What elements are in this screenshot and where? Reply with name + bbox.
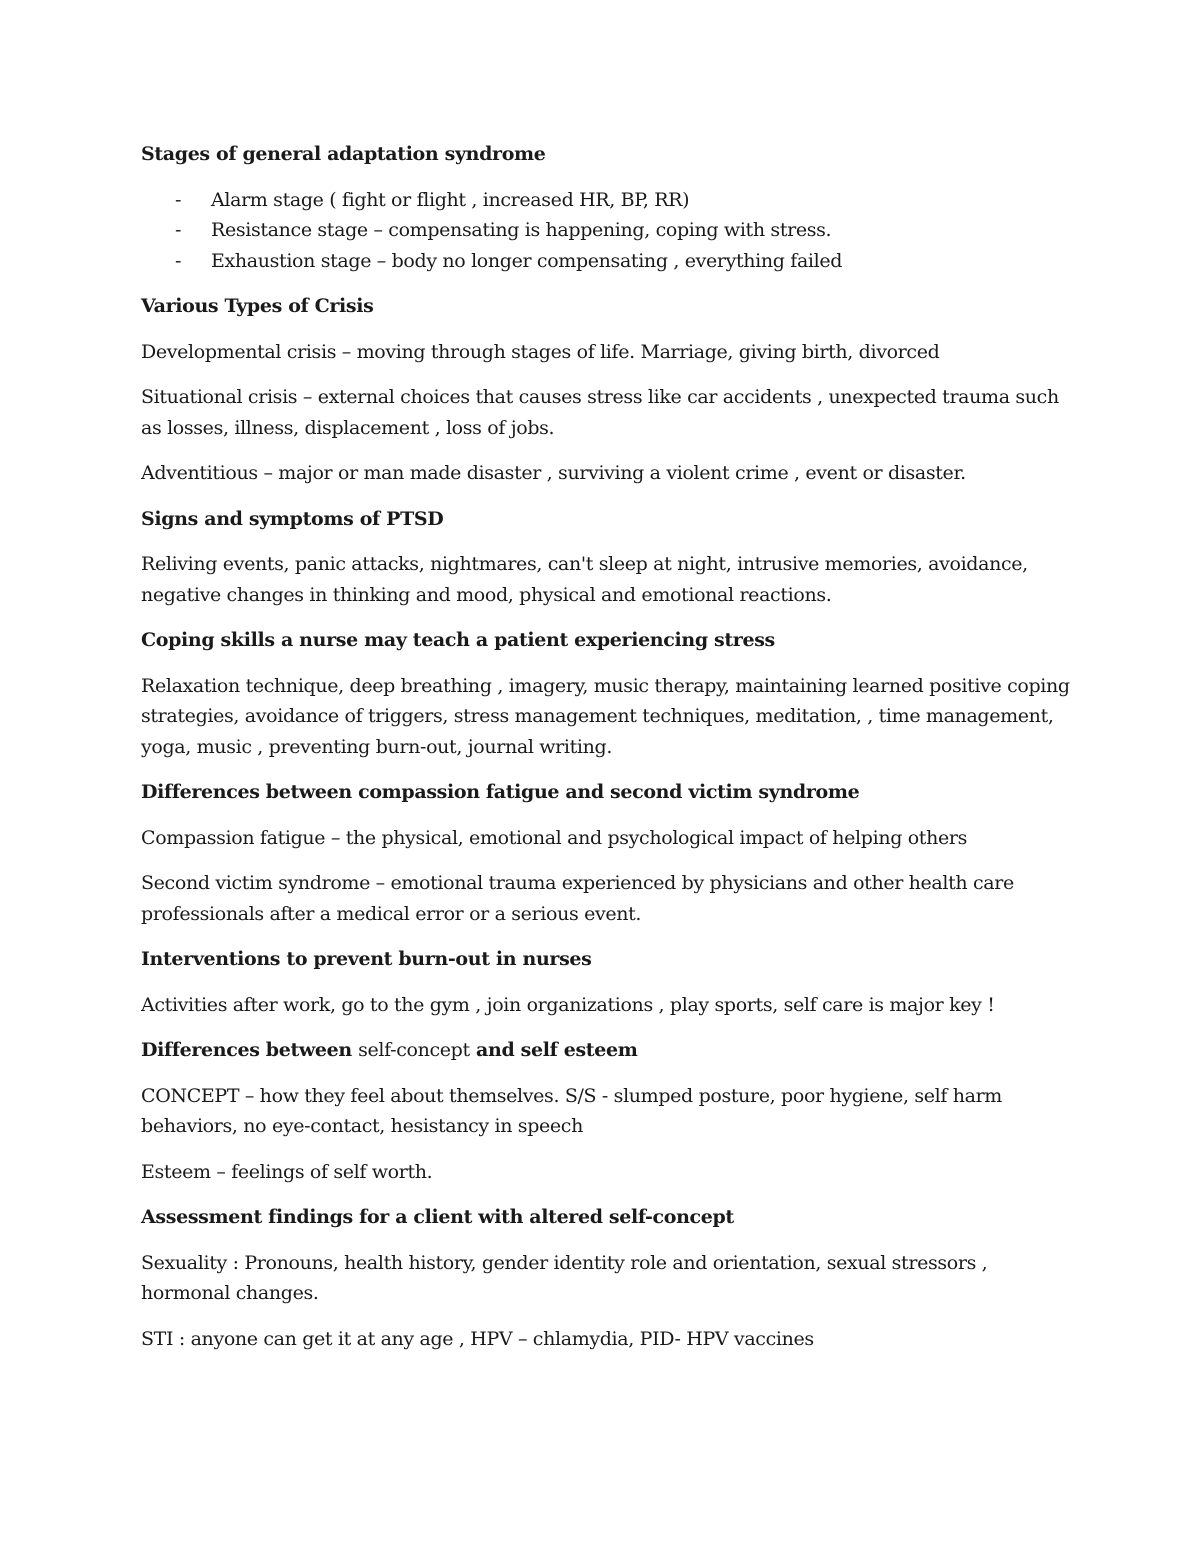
paragraph: Situational crisis – external choices that causes stress like car accidents , unexpected trauma such as losses, illness, displacement , loss of jobs. xyxy=(141,386,1059,439)
section-heading-self-concept: Differences between self-concept and self esteem xyxy=(141,1039,638,1061)
section-heading-crisis: Various Types of Crisis xyxy=(141,295,374,317)
section-heading-compassion: Differences between compassion fatigue and second victim syndrome xyxy=(141,781,860,803)
paragraph: STI : anyone can get it at any age , HPV – chlamydia, PID- HPV vaccines xyxy=(141,1327,814,1350)
section-heading-coping: Coping skills a nurse may teach a patient experiencing stress xyxy=(141,629,775,651)
list-dash: - xyxy=(175,249,182,272)
paragraph: Adventitious – major or man made disaster , surviving a violent crime , event or disaster. xyxy=(141,462,966,484)
list-item: - Resistance stage – compensating is happening, coping with stress. xyxy=(141,215,1071,246)
paragraph: CONCEPT – how they feel about themselves. S/S - slumped posture, poor hygiene, self harm behaviors, no eye-contact, hesistancy in speech xyxy=(141,1084,1002,1137)
paragraph: Reliving events, panic attacks, nightmares, can't sleep at night, intrusive memories, avoidance, negative changes in thinking and mood, physical and emotional reactions. xyxy=(141,553,1028,606)
gas-stages-list xyxy=(141,185,1071,277)
paragraph: Second victim syndrome – emotional trauma experienced by physicians and other health care professionals after a medical error or a serious event. xyxy=(141,872,1014,925)
list-dash: - xyxy=(175,219,182,241)
paragraph: Esteem – feelings of self worth. xyxy=(141,1160,433,1183)
section-heading-gas: Stages of general adaptation syndrome xyxy=(141,143,546,165)
section-heading-ptsd: Signs and symptoms of PTSD xyxy=(141,507,444,530)
paragraph: Relaxation technique, deep breathing , imagery, music therapy, maintaining learned positive coping strategies, avoidance of triggers, stress management techniques, meditation, , time management, yoga, music , preventing burn-out, journal writing. xyxy=(141,674,1070,758)
section-heading-burnout: Interventions to prevent burn-out in nurses xyxy=(141,948,592,970)
paragraph: Sexuality : Pronouns, health history, gender identity role and orientation, sexual stressors , hormonal changes. xyxy=(141,1251,988,1304)
list-item: - Exhaustion stage – body no longer compensating , everything failed xyxy=(141,246,1071,277)
paragraph: Compassion fatigue – the physical, emotional and psychological impact of helping others xyxy=(141,826,967,849)
list-dash: - xyxy=(175,188,182,211)
section-heading-assessment: Assessment findings for a client with altered self-concept xyxy=(141,1206,734,1228)
document-page xyxy=(141,139,1071,1369)
paragraph: Activities after work, go to the gym , join organizations , play sports, self care is major key ! xyxy=(141,993,995,1016)
list-item: - Alarm stage ( fight or flight , increased HR, BP, RR) xyxy=(141,185,1071,216)
paragraph: Developmental crisis – moving through stages of life. Marriage, giving birth, divorced xyxy=(141,340,940,363)
